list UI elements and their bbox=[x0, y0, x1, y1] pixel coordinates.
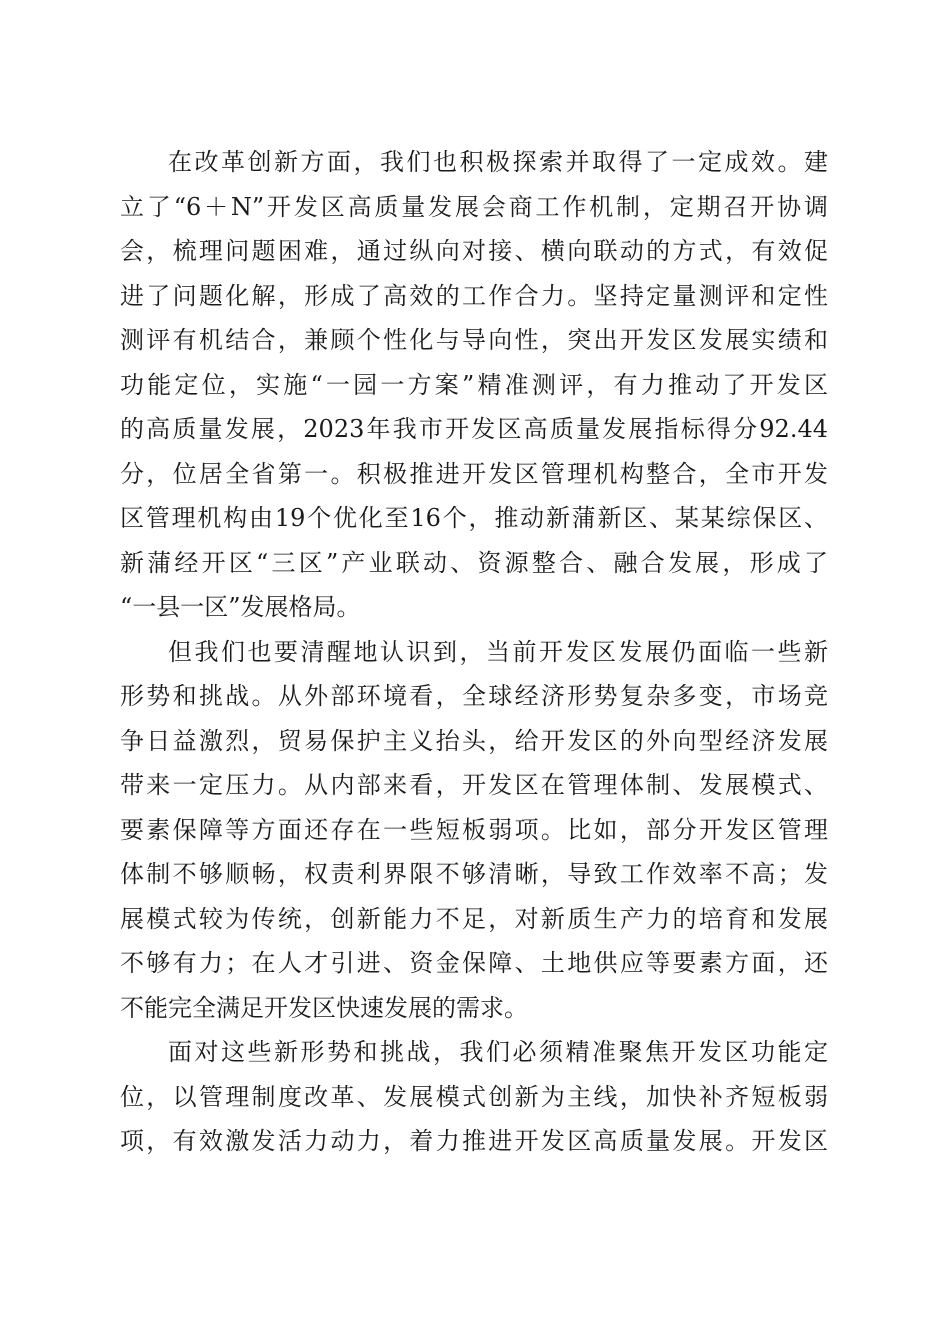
text-line: 不够有力；在人才引进、资金保障、土地供应等要素方面，还 bbox=[120, 949, 828, 977]
text-line: 立了“6＋N”开发区高质量发展会商工作机制，定期召开协调 bbox=[120, 192, 828, 221]
text-line: 要素保障等方面还存在一些短板弱项。比如，部分开发区管理 bbox=[120, 815, 828, 844]
text-line: 项，有效激发活力动力，着力推进开发区高质量发展。开发区 bbox=[120, 1127, 828, 1155]
text-line: 新蒲经开区“三区”产业联动、资源整合、融合发展，形成了 bbox=[120, 548, 828, 577]
text-line: 但我们也要清醒地认识到，当前开发区发展仍面临一些新 bbox=[168, 637, 828, 666]
text-line: 位，以管理制度改革、发展模式创新为主线，加快补齐短板弱 bbox=[120, 1082, 828, 1111]
text-line: 形势和挑战。从外部环境看，全球经济形势复杂多变，市场竞 bbox=[120, 682, 828, 710]
paragraph-reform-innovation bbox=[120, 140, 828, 630]
text-line: 的高质量发展，2023年我市开发区高质量发展指标得分92.44 bbox=[120, 415, 828, 443]
text-line: 体制不够顺畅，权责利界限不够清晰，导致工作效率不高；发 bbox=[120, 860, 828, 888]
text-line: 功能定位，实施“一园一方案”精准测评，有力推动了开发区 bbox=[120, 370, 828, 399]
text-line: 面对这些新形势和挑战，我们必须精准聚焦开发区功能定 bbox=[168, 1038, 828, 1066]
text-line: 在改革创新方面，我们也积极探索并取得了一定成效。建 bbox=[168, 148, 828, 176]
text-line: 进了问题化解，形成了高效的工作合力。坚持定量测评和定性 bbox=[120, 281, 828, 310]
paragraph-challenges bbox=[120, 630, 828, 1031]
text-line: 会，梳理问题困难，通过纵向对接、横向联动的方式，有效促 bbox=[120, 237, 828, 265]
document-body bbox=[120, 140, 828, 1164]
text-line: 测评有机结合，兼顾个性化与导向性，突出开发区发展实绩和 bbox=[120, 326, 828, 354]
text-line: 展模式较为传统，创新能力不足，对新质生产力的培育和发展 bbox=[120, 904, 828, 933]
paragraph-response bbox=[120, 1030, 828, 1164]
text-line: 带来一定压力。从内部来看，开发区在管理体制、发展模式、 bbox=[120, 771, 828, 799]
text-line: 不能完全满足开发区快速发展的需求。 bbox=[120, 993, 528, 1022]
text-line: 区管理机构由19个优化至16个，推动新蒲新区、某某综保区、 bbox=[120, 504, 828, 532]
text-line: 争日益激烈，贸易保护主义抬头，给开发区的外向型经济发展 bbox=[120, 726, 828, 755]
text-line: “一县一区”发展格局。 bbox=[120, 593, 361, 621]
text-line: 分，位居全省第一。积极推进开发区管理机构整合，全市开发 bbox=[120, 459, 828, 488]
